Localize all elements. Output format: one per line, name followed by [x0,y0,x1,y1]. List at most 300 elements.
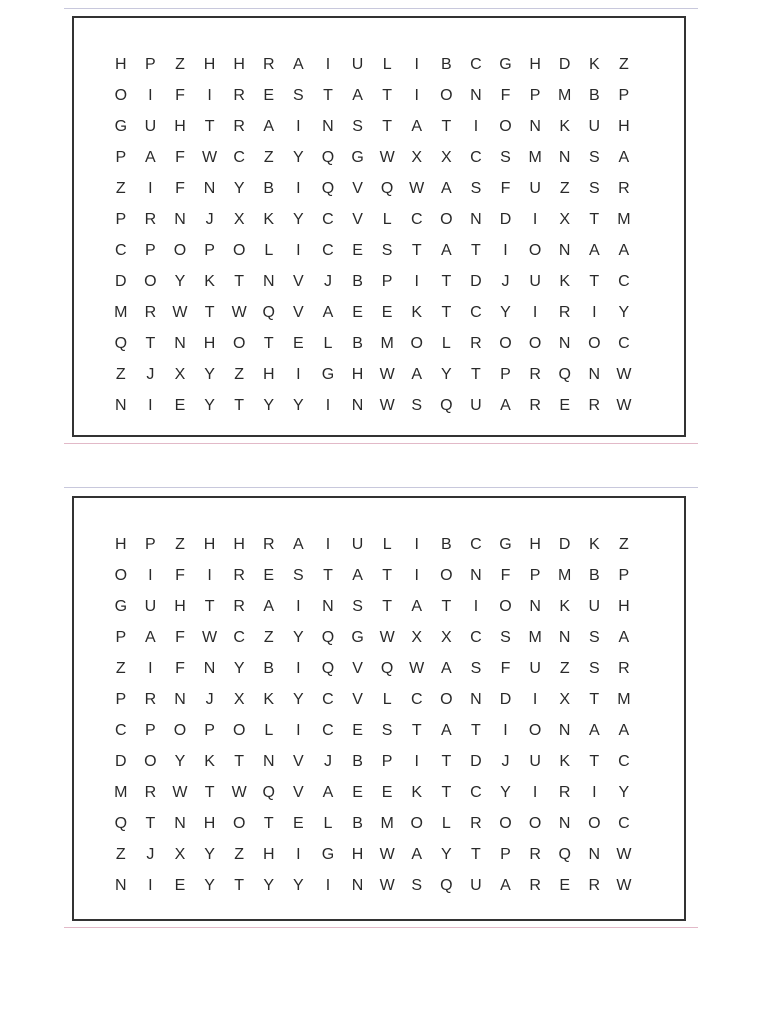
grid-letter: N [174,814,186,832]
grid-letter: T [204,117,215,135]
grid-letter: G [351,628,364,646]
grid-letter: E [381,783,393,801]
grid-letter: O [528,334,542,352]
grid-letter: R [470,334,482,352]
grid-letter: B [263,659,275,677]
grid-letter: T [263,814,274,832]
grid-letter: D [558,535,571,553]
grid-letter: E [174,876,186,894]
grid-letter: F [500,86,511,104]
grid-letter: J [205,690,214,708]
grid-letter: O [528,241,542,259]
bottom-guide-line [64,927,698,928]
grid-letter: J [146,365,155,383]
grid-letter: Z [115,179,126,197]
grid-letter: C [470,535,482,553]
grid-letter: M [528,628,542,646]
grid-letter: T [589,752,600,770]
grid-letter: G [351,148,364,166]
grid-letter: T [323,86,333,104]
grid-letter: W [202,628,218,646]
grid-letter: N [588,365,601,383]
letter-grid-2 [106,529,639,901]
grid-letter: R [529,365,541,383]
grid-letter: Y [440,845,452,863]
grid-letter: A [440,241,452,259]
grid-letter: P [381,752,393,770]
grid-letter: D [115,752,127,770]
grid-letter: Y [293,210,304,228]
grid-letter: N [558,148,571,166]
grid-letter: Q [321,148,335,166]
grid-letter: Y [174,272,186,290]
grid-letter: U [351,535,364,553]
grid-letter: W [231,783,247,801]
grid-letter: R [529,845,541,863]
grid-letter: T [441,303,452,321]
grid-letter: W [379,148,395,166]
grid-letter: T [234,876,245,894]
grid-letter: M [528,148,542,166]
grid-letter: C [115,721,127,739]
grid-letter: T [145,334,156,352]
grid-letter: T [411,241,422,259]
grid-letter: I [148,659,153,677]
grid-letter: T [234,396,245,414]
grid-letter: P [618,566,630,584]
grid-letter: N [470,86,482,104]
grid-letter: V [352,659,363,677]
grid-letter: H [115,535,127,553]
grid-letter: P [115,148,127,166]
grid-letter: X [559,690,571,708]
grid-letter: Z [263,148,274,166]
grid-letter: V [352,210,363,228]
grid-letter: R [144,783,157,801]
grid-letter: C [322,241,334,259]
grid-letter: D [470,272,482,290]
grid-letter: P [204,241,215,259]
grid-letter: T [441,117,452,135]
grid-letter: A [293,535,304,553]
grid-letter: T [204,783,215,801]
grid-letter: V [352,690,363,708]
grid-letter: T [471,721,481,739]
grid-letter: H [262,845,275,863]
grid-letter: K [559,752,571,770]
grid-letter: N [558,814,571,832]
grid-letter: O [440,690,453,708]
grid-letter: U [588,117,601,135]
grid-letter: M [380,814,394,832]
grid-letter: L [323,334,333,352]
grid-letter: X [174,845,186,863]
grid-letter: R [233,86,245,104]
grid-letter: U [529,659,541,677]
grid-letter: V [293,752,304,770]
bottom-guide-line [64,443,698,444]
grid-letter: Y [263,876,275,894]
grid-letter: S [588,628,600,646]
grid-letter: I [148,566,153,584]
grid-letter: R [144,690,157,708]
grid-letter: M [380,334,394,352]
grid-letter: R [233,566,245,584]
grid-letter: T [263,334,274,352]
grid-letter: T [234,272,245,290]
grid-letter: B [352,272,363,290]
grid-letter: A [440,721,452,739]
grid-letter: S [588,659,600,677]
grid-letter: N [115,396,127,414]
grid-letter: Q [262,783,275,801]
grid-letter: K [204,272,215,290]
grid-letter: A [322,783,334,801]
grid-letter: C [233,628,245,646]
grid-letter: W [202,148,218,166]
grid-letter: B [440,535,452,553]
grid-letter: N [351,876,364,894]
grid-letter: R [233,117,245,135]
grid-letter: O [499,814,512,832]
grid-letter: A [440,179,452,197]
grid-letter: E [293,334,304,352]
grid-letter: E [352,241,363,259]
grid-letter: Z [559,659,570,677]
grid-letter: I [473,597,479,615]
grid-letter: R [618,179,630,197]
grid-letter: W [231,303,247,321]
grid-letter: A [293,55,304,73]
grid-letter: N [203,659,216,677]
grid-letter: I [325,55,331,73]
grid-letter: N [322,117,334,135]
grid-letter: I [325,535,331,553]
grid-letter: A [322,303,334,321]
grid-letter: H [203,814,216,832]
grid-letter: C [618,814,630,832]
grid-letter: L [323,814,333,832]
grid-letter: B [352,334,363,352]
grid-letter: I [148,86,153,104]
grid-letter: Y [204,876,215,894]
grid-letter: I [296,117,301,135]
grid-letter: D [558,55,571,73]
grid-letter: O [144,272,157,290]
grid-letter: C [618,752,630,770]
grid-letter: C [322,690,334,708]
grid-letter: K [411,783,423,801]
grid-letter: H [174,117,186,135]
top-guide-line [64,487,698,488]
grid-letter: C [115,241,127,259]
grid-letter: N [262,752,275,770]
grid-letter: G [321,365,335,383]
grid-letter: Z [619,535,629,553]
grid-letter: Y [500,303,511,321]
grid-letter: G [499,535,512,553]
grid-letter: I [414,566,419,584]
grid-letter: X [440,148,452,166]
grid-letter: S [352,597,363,615]
grid-letter: I [148,179,153,197]
grid-letter: Z [175,55,185,73]
grid-letter: T [471,241,481,259]
grid-letter: W [379,396,395,414]
grid-letter: I [532,783,538,801]
grid-letter: I [592,303,597,321]
grid-letter: T [382,86,393,104]
grid-letter: T [471,845,481,863]
grid-letter: D [499,210,512,228]
grid-letter: A [145,148,156,166]
grid-letter: W [616,396,632,414]
grid-letter: I [414,86,419,104]
grid-letter: N [529,597,541,615]
grid-letter: O [528,721,542,739]
grid-letter: H [262,365,275,383]
grid-letter: I [592,783,597,801]
grid-letter: D [470,752,482,770]
grid-letter: R [588,396,601,414]
grid-letter: I [148,876,153,894]
grid-letter: V [293,272,304,290]
grid-letter: U [144,117,157,135]
grid-letter: F [175,566,185,584]
grid-letter: C [410,690,423,708]
grid-letter: K [263,690,275,708]
grid-letter: Q [558,365,571,383]
grid-letter: N [470,566,482,584]
grid-letter: I [296,845,301,863]
grid-letter: C [470,303,482,321]
grid-letter: N [558,721,571,739]
grid-letter: N [115,876,127,894]
grid-letter: Q [321,179,335,197]
grid-letter: Z [263,628,274,646]
grid-letter: H [203,334,216,352]
grid-letter: P [145,721,156,739]
grid-letter: N [470,690,482,708]
grid-letter: P [529,86,541,104]
grid-letter: A [263,117,275,135]
grid-letter: N [174,210,186,228]
grid-letter: E [174,396,186,414]
grid-letter: P [145,241,156,259]
grid-letter: O [410,334,423,352]
grid-letter: Y [618,303,630,321]
grid-letter: U [470,396,482,414]
grid-letter: J [501,752,510,770]
grid-letter: L [382,210,392,228]
grid-letter: H [233,55,245,73]
grid-letter: Y [233,659,245,677]
grid-letter: N [262,272,275,290]
grid-letter: O [232,814,246,832]
grid-letter: U [144,597,157,615]
grid-letter: P [529,566,541,584]
grid-letter: T [204,303,215,321]
grid-letter: H [529,55,541,73]
grid-letter: N [174,334,186,352]
grid-letter: F [500,566,511,584]
grid-letter: K [588,55,600,73]
grid-letter: N [174,690,186,708]
grid-letter: T [471,365,481,383]
grid-letter: N [351,396,364,414]
grid-letter: P [618,86,630,104]
grid-letter: P [500,365,511,383]
grid-letter: O [499,117,512,135]
grid-letter: H [351,365,364,383]
grid-letter: J [323,752,332,770]
grid-letter: I [503,721,508,739]
grid-letter: R [144,210,157,228]
grid-letter: I [207,86,212,104]
grid-letter: O [114,86,128,104]
grid-letter: S [500,148,511,166]
grid-letter: T [589,210,600,228]
grid-letter: K [559,117,571,135]
grid-letter: W [616,365,632,383]
grid-letter: P [115,690,127,708]
grid-letter: L [441,814,451,832]
grid-letter: U [351,55,364,73]
grid-letter: A [411,117,423,135]
grid-letter: E [263,566,275,584]
grid-letter: O [114,566,128,584]
grid-letter: N [470,210,482,228]
grid-letter: T [441,597,452,615]
grid-letter: R [529,876,541,894]
grid-letter: R [588,876,601,894]
grid-letter: E [352,721,363,739]
grid-letter: C [322,721,334,739]
grid-letter: G [114,597,128,615]
grid-letter: O [232,721,246,739]
grid-letter: J [323,272,332,290]
grid-letter: A [352,566,363,584]
grid-letter: C [233,148,245,166]
grid-letter: I [296,179,301,197]
grid-letter: W [172,303,188,321]
grid-letter: N [558,241,571,259]
grid-letter: F [500,179,511,197]
grid-letter: Y [204,845,215,863]
grid-letter: L [264,721,274,739]
grid-letter: Q [262,303,275,321]
grid-letter: I [296,241,301,259]
grid-letter: W [379,876,395,894]
grid-letter: M [114,783,128,801]
grid-letter: A [618,628,630,646]
grid-letter: M [558,566,572,584]
grid-letter: S [411,396,423,414]
grid-letter: Z [175,535,185,553]
grid-letter: E [352,783,363,801]
grid-letter: M [114,303,128,321]
grid-letter: O [528,814,542,832]
grid-letter: U [588,597,601,615]
grid-letter: T [441,272,452,290]
grid-letter: P [115,628,127,646]
grid-letter: W [616,876,632,894]
grid-letter: B [440,55,452,73]
grid-letter: A [440,659,452,677]
grid-letter: T [589,690,600,708]
grid-letter: O [499,334,512,352]
grid-letter: X [440,628,452,646]
grid-letter: D [115,272,127,290]
grid-letter: H [618,597,630,615]
grid-letter: I [296,597,301,615]
grid-letter: V [293,303,304,321]
grid-letter: J [146,845,155,863]
grid-letter: T [382,117,393,135]
grid-letter: N [203,179,216,197]
grid-letter: C [470,55,482,73]
grid-letter: A [618,148,630,166]
grid-letter: T [323,566,333,584]
grid-letter: T [234,752,245,770]
grid-letter: Y [293,148,304,166]
word-search-puzzle-1 [72,16,686,437]
grid-letter: Y [263,396,275,414]
grid-letter: L [441,334,451,352]
grid-letter: Z [619,55,629,73]
grid-letter: T [204,597,215,615]
letter-grid-1 [106,49,639,421]
grid-letter: X [411,148,423,166]
grid-letter: O [440,210,453,228]
grid-letter: I [296,365,301,383]
grid-letter: N [558,628,571,646]
grid-letter: H [203,535,216,553]
grid-letter: P [500,845,511,863]
grid-letter: O [588,814,601,832]
grid-letter: O [232,241,246,259]
grid-letter: N [529,117,541,135]
grid-letter: A [263,597,275,615]
grid-letter: R [262,55,275,73]
grid-letter: Y [174,752,186,770]
grid-letter: L [382,690,392,708]
grid-letter: S [470,179,482,197]
grid-letter: T [411,721,422,739]
grid-letter: W [409,179,425,197]
grid-letter: A [588,721,600,739]
grid-letter: S [293,566,304,584]
grid-letter: S [411,876,423,894]
grid-letter: S [293,86,304,104]
grid-letter: A [500,396,511,414]
grid-letter: B [588,86,600,104]
grid-letter: A [145,628,156,646]
grid-letter: W [616,845,632,863]
grid-letter: R [233,597,245,615]
grid-letter: Y [233,179,245,197]
word-search-puzzle-2 [72,496,686,921]
grid-letter: A [411,597,423,615]
grid-letter: F [500,659,511,677]
grid-letter: B [588,566,600,584]
grid-letter: X [411,628,423,646]
grid-letter: E [293,814,304,832]
grid-letter: F [175,628,185,646]
grid-letter: Y [293,628,304,646]
grid-letter: Q [114,334,128,352]
grid-letter: C [470,783,482,801]
